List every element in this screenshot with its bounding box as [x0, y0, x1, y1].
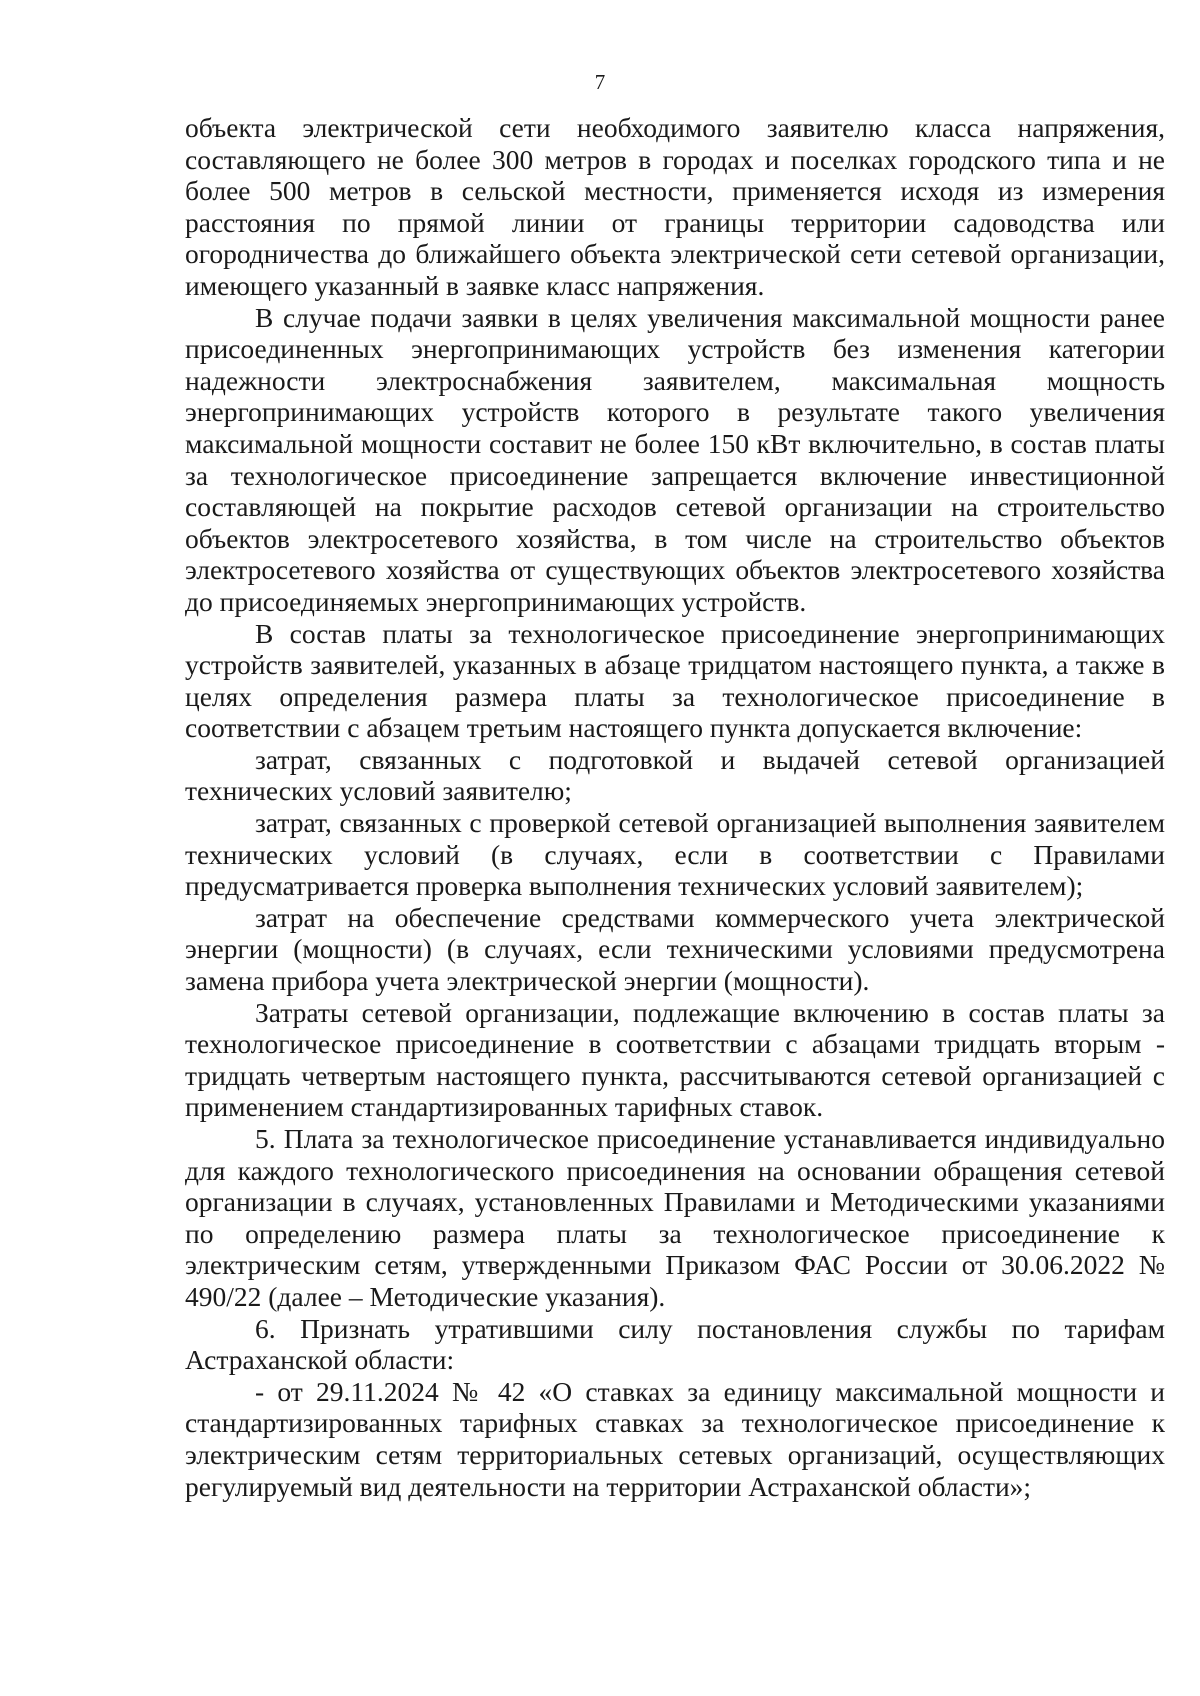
page-number: 7: [594, 70, 606, 94]
paragraph-standardized-rates: Затраты сетевой организации, подлежащие включению в состав платы за технологическое присоединение в соответствии с абзацами тридцать вторым - тридцать четвертым настоящего пункта, рассчитываются сетевой организацией с применением стандартизированных тарифных ставок.: [185, 996, 1165, 1123]
list-item-verification-costs: затрат, связанных с проверкой сетевой организацией выполнения заявителем технических условий (в случаях, если в соответствии с Правилами предусматривается проверка выполнения технических условий заявителем);: [185, 807, 1165, 902]
clause-5: 5. Плата за технологическое присоединение устанавливается индивидуально для каждого технологического присоединения на основании обращения сетевой организации в случаях, установленных Правилами и Методическими указаниями по определению размера платы за технологическое присоединение к электрическим сетям, утвержденными Приказом ФАС России от 30.06.2022 № 490/22 (далее – Методические указания).: [185, 1123, 1165, 1312]
list-item-repealed-resolution: - от 29.11.2024 № 42 «О ставках за единицу максимальной мощности и стандартизированных тарифных ставках за технологическое присоединение к электрическим сетям территориальных сетевых организаций, осуществляющих регулируемый вид деятельности на территории Астраханской области»;: [185, 1375, 1165, 1502]
clause-6: 6. Признать утратившими силу постановления службы по тарифам Астраханской области:: [185, 1312, 1165, 1376]
paragraph-capacity-increase: В случае подачи заявки в целях увеличения максимальной мощности ранее присоединенных энергопринимающих устройств без изменения категории надежности электроснабжения заявителем, максимальная мощность энергопринимающих устройств которого в результате такого увеличения максимальной мощности составит не более 150 кВт включительно, в состав платы за технологическое присоединение запрещается включение инвестиционной составляющей на покрытие расходов сетевой организации на строительство объектов электросетевого хозяйства, в том числе на строительство объектов электросетевого хозяйства от существующих объектов электросетевого хозяйства до присоединяемых энергопринимающих устройств.: [185, 301, 1165, 617]
paragraph-continuation: объекта электрической сети необходимого заявителю класса напряжения, составляющего не более 300 метров в городах и поселках городского типа и не более 500 метров в сельской местности, применяется исходя из измерения расстояния по прямой линии от границы территории садоводства или огородничества до ближайшего объекта электрической сети сетевой организации, имеющего указанный в заявке класс напряжения.: [185, 112, 1165, 301]
paragraph-fee-composition: В состав платы за технологическое присоединение энергопринимающих устройств заявителей, указанных в абзаце тридцатом настоящего пункта, а также в целях определения размера платы за технологическое присоединение в соответствии с абзацем третьим настоящего пункта допускается включение:: [185, 617, 1165, 744]
list-item-technical-conditions: затрат, связанных с подготовкой и выдачей сетевой организацией технических условий заявителю;: [185, 743, 1165, 807]
list-item-metering-costs: затрат на обеспечение средствами коммерческого учета электрической энергии (мощности) (в случаях, если техническими условиями предусмотрена замена прибора учета электрической энергии (мощности).: [185, 901, 1165, 997]
document-body: [185, 112, 1165, 1502]
